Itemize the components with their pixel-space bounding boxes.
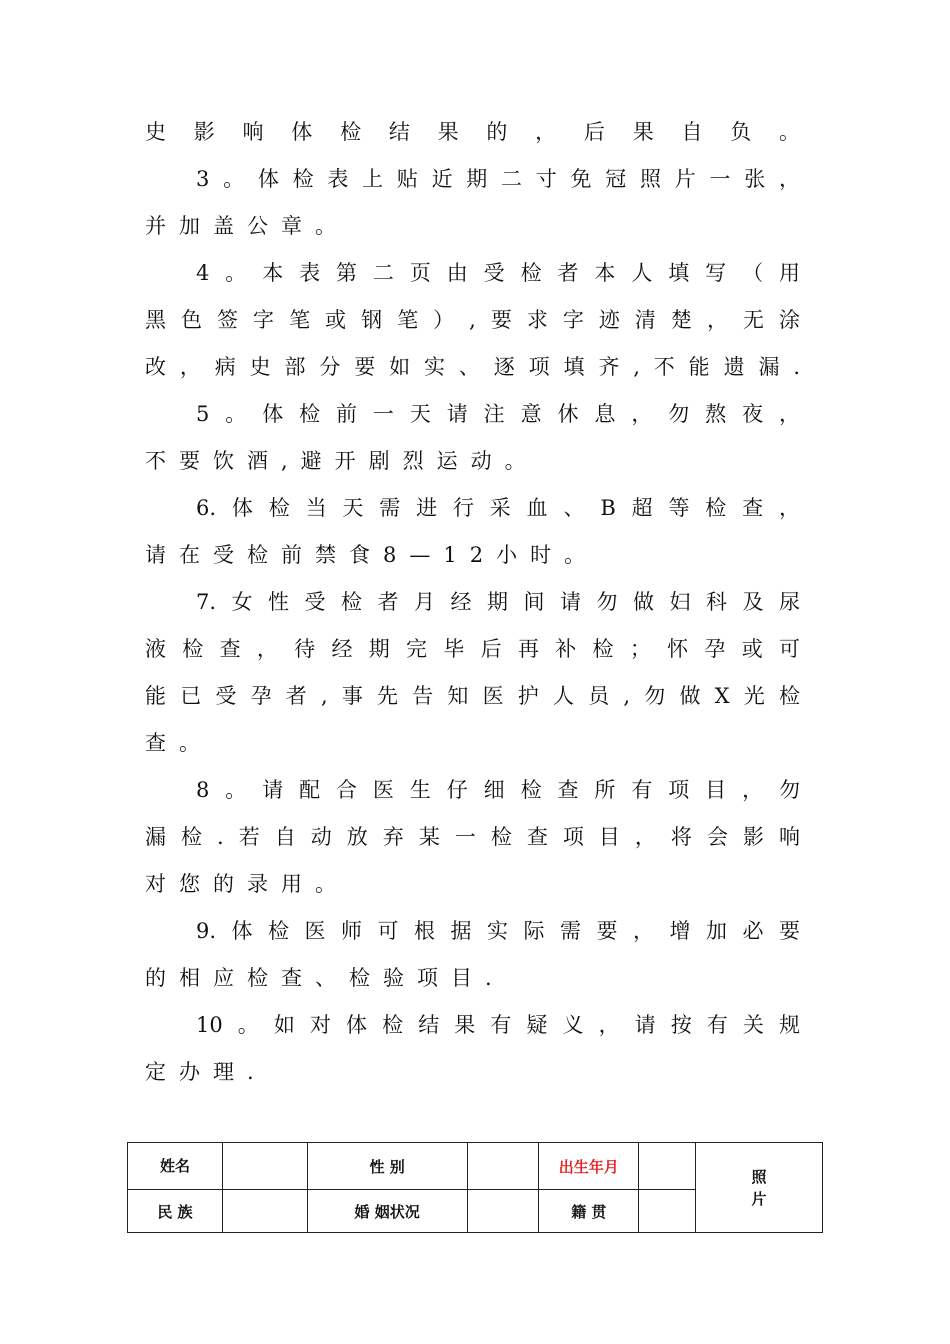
paragraph-line: 6.体检当天需进行采血、B超等检查， xyxy=(196,496,800,520)
paragraph-line: 5。体检前一天请注意休息，勿熬夜， xyxy=(196,402,800,426)
paragraph-line: 定办理. xyxy=(145,1060,267,1084)
paragraph-line: 改，病史部分要如实、逐项填齐,不能遗漏. xyxy=(145,355,800,379)
paragraph-line: 的相应检查、检验项目. xyxy=(145,966,505,990)
birth-date-field[interactable] xyxy=(639,1143,696,1190)
gender-label: 性 别 xyxy=(307,1143,467,1190)
birth-date-label: 出生年月 xyxy=(539,1143,639,1190)
paragraph-line: 能已受孕者,事先告知医护人员,勿做X光检 xyxy=(145,684,800,708)
paragraph-line: 查。 xyxy=(145,731,213,755)
paragraph-line: 4。本表第二页由受检者本人填写（用 xyxy=(196,261,800,285)
paragraph-line: 漏检.若自动放弃某一检查项目，将会影响 xyxy=(145,825,800,849)
paragraph-line: 3。体检表上贴近期二寸免冠照片一张， xyxy=(196,167,800,191)
paragraph-line: 9.体检医师可根据实际需要，增加必要 xyxy=(196,919,800,943)
paragraph-line: 不要饮酒,避开剧烈运动。 xyxy=(145,449,539,473)
personal-info-form xyxy=(127,1142,823,1233)
name-label: 姓名 xyxy=(159,1157,190,1175)
name-label-cell xyxy=(128,1143,223,1190)
ethnicity-field[interactable] xyxy=(222,1190,307,1233)
name-field[interactable] xyxy=(222,1143,307,1190)
paragraph-line: 黑色签字笔或钢笔）,要求字迹清楚，无涂 xyxy=(145,308,800,332)
paragraph-line: 7.女性受检者月经期间请勿做妇科及尿 xyxy=(196,590,800,614)
marital-status-label: 婚 姻状况 xyxy=(307,1190,467,1233)
photo-cell[interactable] xyxy=(696,1143,823,1233)
paragraph-line: 并加盖公章。 xyxy=(145,214,349,238)
gender-field[interactable] xyxy=(467,1143,539,1190)
photo-label: 照片 xyxy=(751,1167,767,1208)
paragraph-line: 史影响体检结果的，后果自负。 xyxy=(145,120,800,144)
paragraph-line: 对您的录用。 xyxy=(145,872,349,896)
paragraph-line: 请在受检前禁食8—12小时。 xyxy=(145,543,599,567)
marital-status-field[interactable] xyxy=(467,1190,539,1233)
native-place-label: 籍 贯 xyxy=(539,1190,639,1233)
native-place-field[interactable] xyxy=(639,1190,696,1233)
paragraph-line: 8。请配合医生仔细检查所有项目，勿 xyxy=(196,778,800,802)
paragraph-line: 10。如对体检结果有疑义，请按有关规 xyxy=(196,1013,800,1037)
ethnicity-label: 民 族 xyxy=(128,1190,223,1233)
paragraph-line: 液检查，待经期完毕后再补检；怀孕或可 xyxy=(145,637,800,661)
